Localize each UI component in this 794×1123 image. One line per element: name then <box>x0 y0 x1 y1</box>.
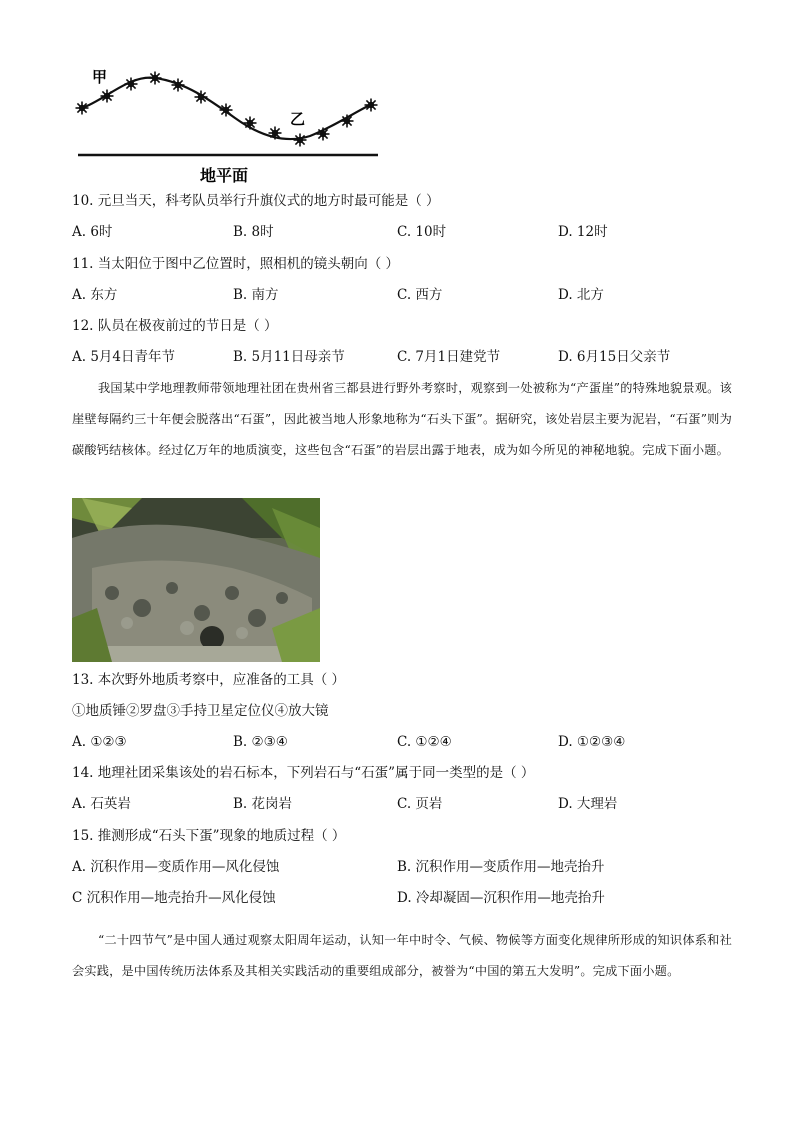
question-14-stem: 14. 地理社团采集该处的岩石标本，下列岩石与“石蛋”属于同一类型的是（ ） <box>72 765 535 781</box>
question-12-stem: 12. 队员在极夜前过的节日是（ ） <box>72 318 278 334</box>
question-15-stem: 15. 推测形成“石头下蛋”现象的地质过程（ ） <box>72 828 346 844</box>
q14-option-d[interactable]: D. 大理岩 <box>558 796 618 812</box>
q14-option-b[interactable]: B. 花岗岩 <box>233 796 293 812</box>
q10-option-b[interactable]: B. 8时 <box>233 224 274 240</box>
sun-icon <box>76 102 89 115</box>
sun-icon <box>172 79 185 92</box>
question-11-stem: 11. 当太阳位于图中乙位置时，照相机的镜头朝向（ ） <box>72 256 400 272</box>
q13-option-b[interactable]: B. ②③④ <box>233 734 288 750</box>
label-jia: 甲 <box>92 68 108 86</box>
sun-icon <box>365 99 378 112</box>
q13-option-c[interactable]: C. ①②④ <box>397 734 452 750</box>
q11-option-d[interactable]: D. 北方 <box>558 287 604 303</box>
q13-tool-list: ①地质锤②罗盘③手持卫星定位仪④放大镜 <box>72 703 329 719</box>
q15-option-b[interactable]: B. 沉积作用—变质作用—地壳抬升 <box>397 859 605 875</box>
sun-icon <box>101 90 114 103</box>
q10-option-d[interactable]: D. 12时 <box>558 224 608 240</box>
q10-option-a[interactable]: A. 6时 <box>72 224 113 240</box>
q15-option-d[interactable]: D. 冷却凝固—沉积作用—地壳抬升 <box>397 890 605 906</box>
sun-icon <box>269 127 282 140</box>
q12-option-c[interactable]: C. 7月1日建党节 <box>397 349 501 365</box>
q15-option-a[interactable]: A. 沉积作用—变质作用—风化侵蚀 <box>72 859 280 875</box>
q15-option-c[interactable]: C 沉积作用—地壳抬升—风化侵蚀 <box>72 890 276 906</box>
sun-icon <box>220 104 233 117</box>
sun-icon <box>294 134 307 147</box>
q12-option-d[interactable]: D. 6月15日父亲节 <box>558 349 671 365</box>
q11-option-b[interactable]: B. 南方 <box>233 287 279 303</box>
q11-option-c[interactable]: C. 西方 <box>397 287 443 303</box>
q13-option-a[interactable]: A. ①②③ <box>72 734 127 750</box>
sun-icon <box>149 72 162 85</box>
passage-solar-terms: “二十四节气”是中国人通过观察太阳周年运动，认知一年中时令、气候、物候等方面变化规律所形成的知识体系和社会实践，是中国传统历法体系及其相关实践活动的重要组成部分，被誉为“中国的第五大发明”。完成下面小题。 <box>72 933 732 978</box>
q10-option-c[interactable]: C. 10时 <box>397 224 447 240</box>
question-10-stem: 10. 元旦当天，科考队员举行升旗仪式的地方时最可能是（ ） <box>72 193 440 209</box>
q14-option-a[interactable]: A. 石英岩 <box>72 796 131 812</box>
sun-icon <box>317 128 330 141</box>
horizon-label: 地平面 <box>200 166 249 185</box>
q14-option-c[interactable]: C. 页岩 <box>397 796 443 812</box>
passage-chandan-cliff: 我国某中学地理教师带领地理社团在贵州省三都县进行野外考察时，观察到一处被称为“产蛋崖”的特殊地貌景观。该崖壁每隔约三十年便会脱落出“石蛋”，因此被当地人形象地称为“石头下蛋”。据研究，该处岩层主要为泥岩，“石蛋”则为碳酸钙结核体。经过亿万年的地质演变，这些包含“石蛋”的岩层出露于地表，成为如今所见的神秘地貌。完成下面小题。 <box>72 381 732 457</box>
sun-icon <box>244 117 257 130</box>
q12-option-a[interactable]: A. 5月4日青年节 <box>72 349 176 365</box>
sun-path-diagram <box>60 60 390 188</box>
cliff-photo <box>72 498 320 662</box>
sun-icon <box>195 91 208 104</box>
sun-icon <box>341 115 354 128</box>
q12-option-b[interactable]: B. 5月11日母亲节 <box>233 349 345 365</box>
question-13-stem: 13. 本次野外地质考察中，应准备的工具（ ） <box>72 672 346 688</box>
q11-option-a[interactable]: A. 东方 <box>72 287 118 303</box>
label-yi: 乙 <box>290 110 306 128</box>
sun-icon <box>125 78 138 91</box>
q13-option-d[interactable]: D. ①②③④ <box>558 734 626 750</box>
